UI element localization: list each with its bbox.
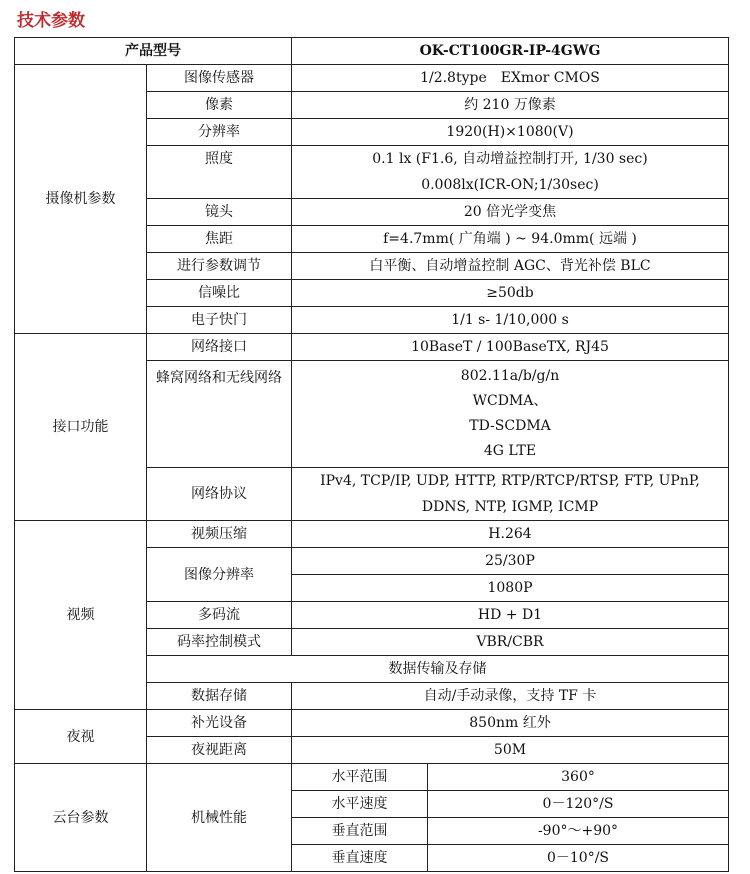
sub-value: 0－10°/S xyxy=(428,845,729,872)
table-row xyxy=(15,334,729,361)
row-value: 25/30P xyxy=(292,548,729,575)
row-label: 进行参数调节 xyxy=(147,253,292,280)
sub-label: 水平范围 xyxy=(292,764,428,791)
row-label: 网络接口 xyxy=(147,334,292,361)
row-label: 网络协议 xyxy=(147,468,292,521)
row-value: 自动/手动录像，支持 TF 卡 xyxy=(292,683,729,710)
row-value: 约 210 万像素 xyxy=(292,92,729,119)
row-label: 图像分辨率 xyxy=(147,548,292,602)
category-camera: 摄像机参数 xyxy=(15,65,147,334)
sub-label: 水平速度 xyxy=(292,791,428,818)
row-label: 图像传感器 xyxy=(147,65,292,92)
row-value-protocol: IPv4, TCP/IP, UDP, HTTP, RTP/RTCP/RTSP, FTP, UPnP, DDNS, NTP, IGMP, ICMP xyxy=(292,468,729,521)
sub-value: 360° xyxy=(428,764,729,791)
row-label: 照度 xyxy=(147,146,292,199)
row-value: 白平衡、自动增益控制 AGC、背光补偿 BLC xyxy=(292,253,729,280)
wireless-value: TD-SCDMA xyxy=(469,418,551,434)
category-night: 夜视 xyxy=(15,710,147,764)
row-value: 0.1 lx (F1.6, 自动增益控制打开, 1/30 sec) xyxy=(292,146,729,173)
table-row xyxy=(15,710,729,737)
row-value: f=4.7mm( 广角端 ) ~ 94.0mm( 远端 ) xyxy=(292,226,729,253)
row-value: VBR/CBR xyxy=(292,629,729,656)
model-label: 产品型号 xyxy=(15,38,292,65)
sub-value: 0－120°/S xyxy=(428,791,729,818)
row-label: 视频压缩 xyxy=(147,521,292,548)
sub-value: -90°～+90° xyxy=(428,818,729,845)
row-value: 20 倍光学变焦 xyxy=(292,199,729,226)
table-row xyxy=(15,764,729,791)
row-label: 数据存储 xyxy=(147,683,292,710)
row-value: 1920(H)×1080(V) xyxy=(292,119,729,146)
row-label-transfer: 数据传输及存储 xyxy=(147,656,729,683)
row-label: 码率控制模式 xyxy=(147,629,292,656)
row-label: 夜视距离 xyxy=(147,737,292,764)
row-label: 分辨率 xyxy=(147,119,292,146)
row-label: 补光设备 xyxy=(147,710,292,737)
row-label: 信噪比 xyxy=(147,280,292,307)
row-label: 镜头 xyxy=(147,199,292,226)
row-value-wireless xyxy=(292,361,729,468)
row-value: H.264 xyxy=(292,521,729,548)
row-label: 多码流 xyxy=(147,602,292,629)
category-ptz: 云台参数 xyxy=(15,764,147,872)
row-value: 850nm 红外 xyxy=(292,710,729,737)
spec-table xyxy=(14,37,729,872)
row-label: 焦距 xyxy=(147,226,292,253)
row-label-wireless: 蜂窝网络和无线网络 xyxy=(147,361,292,468)
sub-label: 垂直范围 xyxy=(292,818,428,845)
row-value-continued: 0.008lx(ICR-ON;1/30sec) xyxy=(292,172,729,199)
group-mechanical: 机械性能 xyxy=(147,764,292,872)
category-interface: 接口功能 xyxy=(15,334,147,521)
model-value: OK-CT100GR-IP-4GWG xyxy=(292,38,729,65)
row-value: 10BaseT / 100BaseTX, RJ45 xyxy=(292,334,729,361)
row-value: 1/2.8type EXmor CMOS xyxy=(292,65,729,92)
row-value: ≥50db xyxy=(292,280,729,307)
wireless-value: 4G LTE xyxy=(483,443,537,459)
row-value: HD + D1 xyxy=(292,602,729,629)
sub-label: 垂直速度 xyxy=(292,845,428,872)
wireless-value: 802.11a/b/g/n xyxy=(460,368,560,384)
wireless-value: WCDMA、 xyxy=(472,393,548,409)
row-value: 1/1 s- 1/10,000 s xyxy=(292,307,729,334)
table-header-row xyxy=(15,38,729,65)
category-video: 视频 xyxy=(15,521,147,710)
row-value: 1080P xyxy=(292,575,729,602)
table-row xyxy=(15,65,729,92)
page-title: 技术参数 xyxy=(17,11,85,31)
row-label: 电子快门 xyxy=(147,307,292,334)
table-row xyxy=(15,521,729,548)
row-value: 50M xyxy=(292,737,729,764)
row-label: 像素 xyxy=(147,92,292,119)
